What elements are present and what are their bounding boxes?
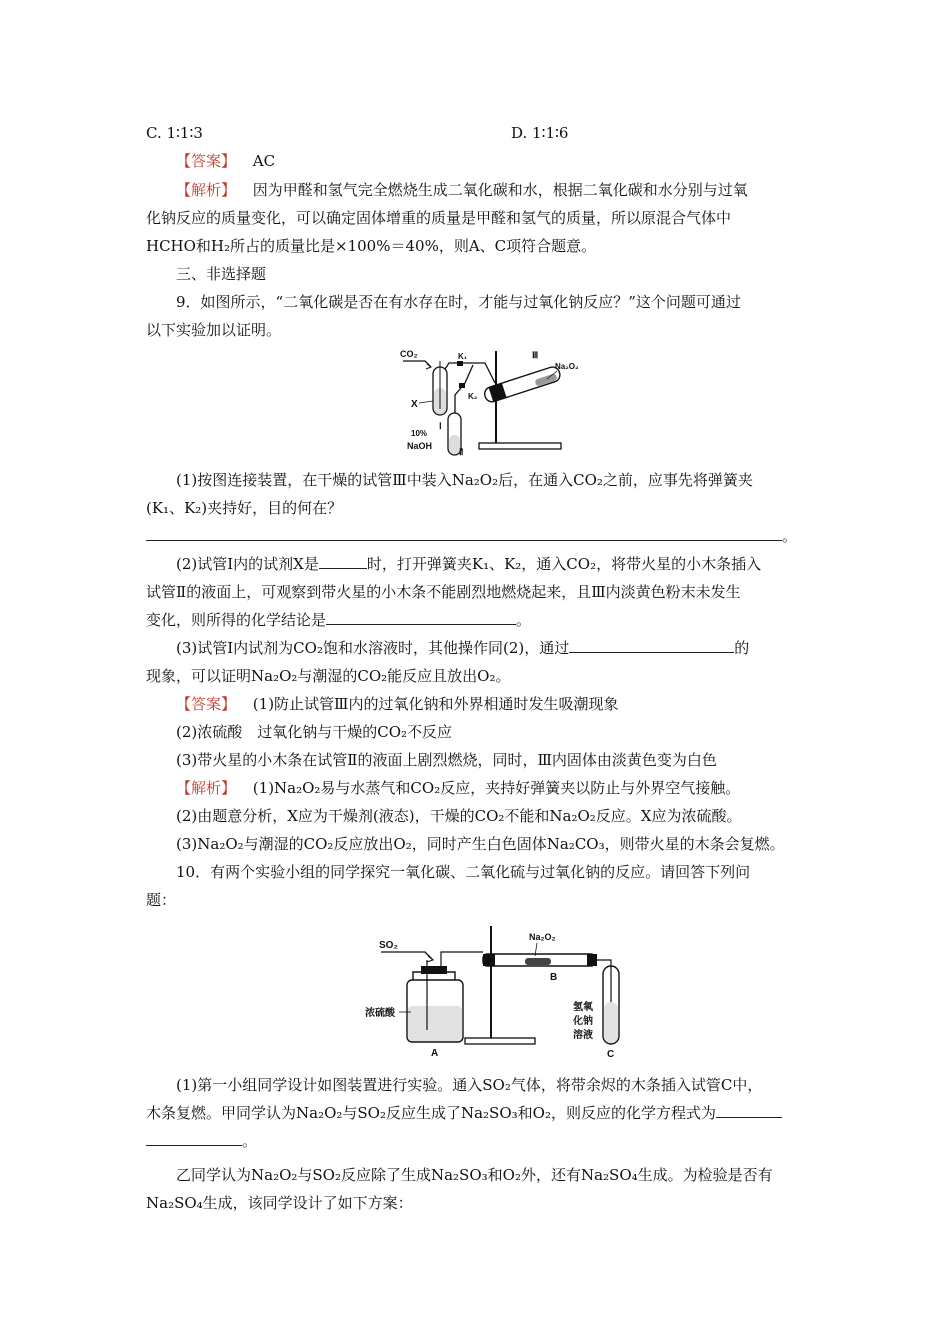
c-label: C (607, 1049, 615, 1060)
na2o2-label: Na₂O₂ (555, 362, 579, 371)
part-1-text: (K₁、K₂)夹持好，目的何在？ (146, 499, 343, 517)
b-label: B (550, 972, 558, 983)
sentence-end: 。 (242, 1132, 258, 1150)
conc-acid-label: 浓硫酸 (365, 1008, 395, 1019)
analysis-text: 化钠反应的质量变化，可以确定固体增重的质量是甲醛和氢气的质量，所以原混合气体中 (146, 209, 732, 227)
answer-blank[interactable] (326, 610, 516, 625)
part-1-blank-line (146, 526, 797, 546)
question-stem: 以下实验加以证明。 (146, 321, 282, 339)
sentence-end: 。 (782, 527, 798, 545)
answer-text: (3)带火星的小木条在试管Ⅱ的液面上剧烈燃烧，同时，Ⅲ内固体由淡黄色变为白色 (176, 751, 717, 769)
part-2-rest: 时，打开弹簧夹K₁、K₂，通入CO₂，将带火星的小木条插入 (366, 555, 762, 573)
answer-text: AC (252, 152, 276, 170)
part-3-text: 现象，可以证明Na₂O₂与潮湿的CO₂能反应且放出O₂。 (146, 667, 511, 685)
answer-blank[interactable] (146, 526, 782, 541)
part-2-text (176, 554, 761, 574)
analysis-text: HCHO和H₂所占的质量比是×100%＝40%，则A、C项符合题意。 (146, 237, 597, 255)
question-stem: 9．如图所示，“二氧化碳是否在有水存在时，才能与过氧化钠反应？”这个问题可通过 (176, 293, 741, 311)
so2-label: SO₂ (379, 940, 398, 951)
naoh-label-2: 化钠 (573, 1016, 593, 1027)
option-d: D. 1∶1∶6 (511, 124, 569, 142)
na2o2-label: Na₂O₂ (529, 932, 556, 942)
section-title: 三、非选择题 (176, 265, 267, 283)
analysis-tag: 【解析】 (176, 181, 237, 199)
k2-label: K₂ (468, 392, 478, 401)
analysis-line (176, 180, 748, 200)
tube-iii-label: Ⅲ (532, 350, 539, 360)
answer-line (176, 694, 619, 714)
answer-tag: 【答案】 (176, 152, 237, 170)
part-2-text: 乙同学认为Na₂O₂与SO₂反应除了生成Na₂SO₃和O₂外，还有Na₂SO₄生成。为检验是否有 (176, 1166, 773, 1184)
part-3-lead: (3)试管Ⅰ内试剂为CO₂饱和水溶液时，其他操作同(2)，通过 (176, 639, 570, 657)
question-stem: 题： (146, 891, 177, 909)
analysis-text: 因为甲醛和氢气完全燃烧生成二氧化碳和水，根据二氧化碳和水分别与过氧 (252, 181, 748, 199)
part-1-blank-line (146, 1131, 257, 1151)
x-label: X (411, 399, 418, 410)
naoh-label: NaOH (407, 441, 433, 451)
answer-line (176, 151, 275, 171)
answer-blank[interactable] (569, 638, 734, 653)
part-3-rest: 的 (734, 639, 750, 657)
part-2-lead: (2)试管Ⅰ内的试剂X是 (176, 555, 319, 573)
k1-label: K₁ (458, 352, 468, 361)
part-2-text (146, 610, 531, 630)
naoh-label-1: 氢氧 (573, 1002, 593, 1013)
answer-blank[interactable] (319, 554, 367, 569)
answer-text: (1)防止试管Ⅲ内的过氧化钠和外界相通时发生吸潮现象 (252, 695, 619, 713)
part-3-text (176, 638, 749, 658)
part-2-lead: 变化，则所得的化学结论是 (146, 611, 327, 629)
part-2-text: Na₂SO₄生成，该同学设计了如下方案： (146, 1194, 413, 1212)
answer-blank[interactable] (146, 1131, 242, 1146)
part-1-text (146, 1103, 782, 1123)
option-c: C. 1∶1∶3 (146, 124, 203, 142)
sentence-end: 。 (516, 611, 532, 629)
question-stem: 10．有两个实验小组的同学探究一氧化碳、二氧化硫与过氧化钠的反应。请回答下列问 (176, 863, 751, 881)
a-label: A (431, 1048, 439, 1059)
naoh-percent-label: 10% (411, 429, 428, 438)
analysis-text: (3)Na₂O₂与潮湿的CO₂反应放出O₂，同时产生白色固体Na₂CO₃，则带火星的木条会复燃。 (176, 835, 785, 853)
part-1-text: (1)按图连接装置，在干燥的试管Ⅲ中装入Na₂O₂后，在通入CO₂之前，应事先将弹簧夹 (176, 471, 753, 489)
tube-ii-label: Ⅱ (459, 447, 464, 457)
analysis-text: (1)Na₂O₂易与水蒸气和CO₂反应，夹持好弹簧夹以防止与外界空气接触。 (252, 779, 741, 797)
analysis-text: (2)由题意分析，X应为干燥剂(液态)，干燥的CO₂不能和Na₂O₂反应。X应为浓硫酸。 (176, 807, 742, 825)
tube-i-label: Ⅰ (439, 421, 442, 431)
analysis-line (176, 778, 740, 798)
apparatus-figure-1 (395, 343, 595, 458)
apparatus-figure-2 (365, 918, 645, 1063)
part-1-lead: 木条复燃。甲同学认为Na₂O₂与SO₂反应生成了Na₂SO₃和O₂，则反应的化学方程式为 (146, 1104, 716, 1122)
naoh-label-3: 溶液 (573, 1030, 593, 1041)
answer-tag: 【答案】 (176, 695, 237, 713)
co2-label: CO₂ (400, 349, 418, 359)
analysis-tag: 【解析】 (176, 779, 237, 797)
part-1-text: (1)第一小组同学设计如图装置进行实验。通入SO₂气体，将带余烬的木条插入试管C中， (176, 1076, 763, 1094)
answer-blank[interactable] (716, 1103, 782, 1118)
part-2-text: 试管Ⅱ的液面上，可观察到带火星的小木条不能剧烈地燃烧起来，且Ⅲ内淡黄色粉末未发生 (146, 583, 741, 601)
answer-text: (2)浓硫酸 过氧化钠与干燥的CO₂不反应 (176, 723, 453, 741)
